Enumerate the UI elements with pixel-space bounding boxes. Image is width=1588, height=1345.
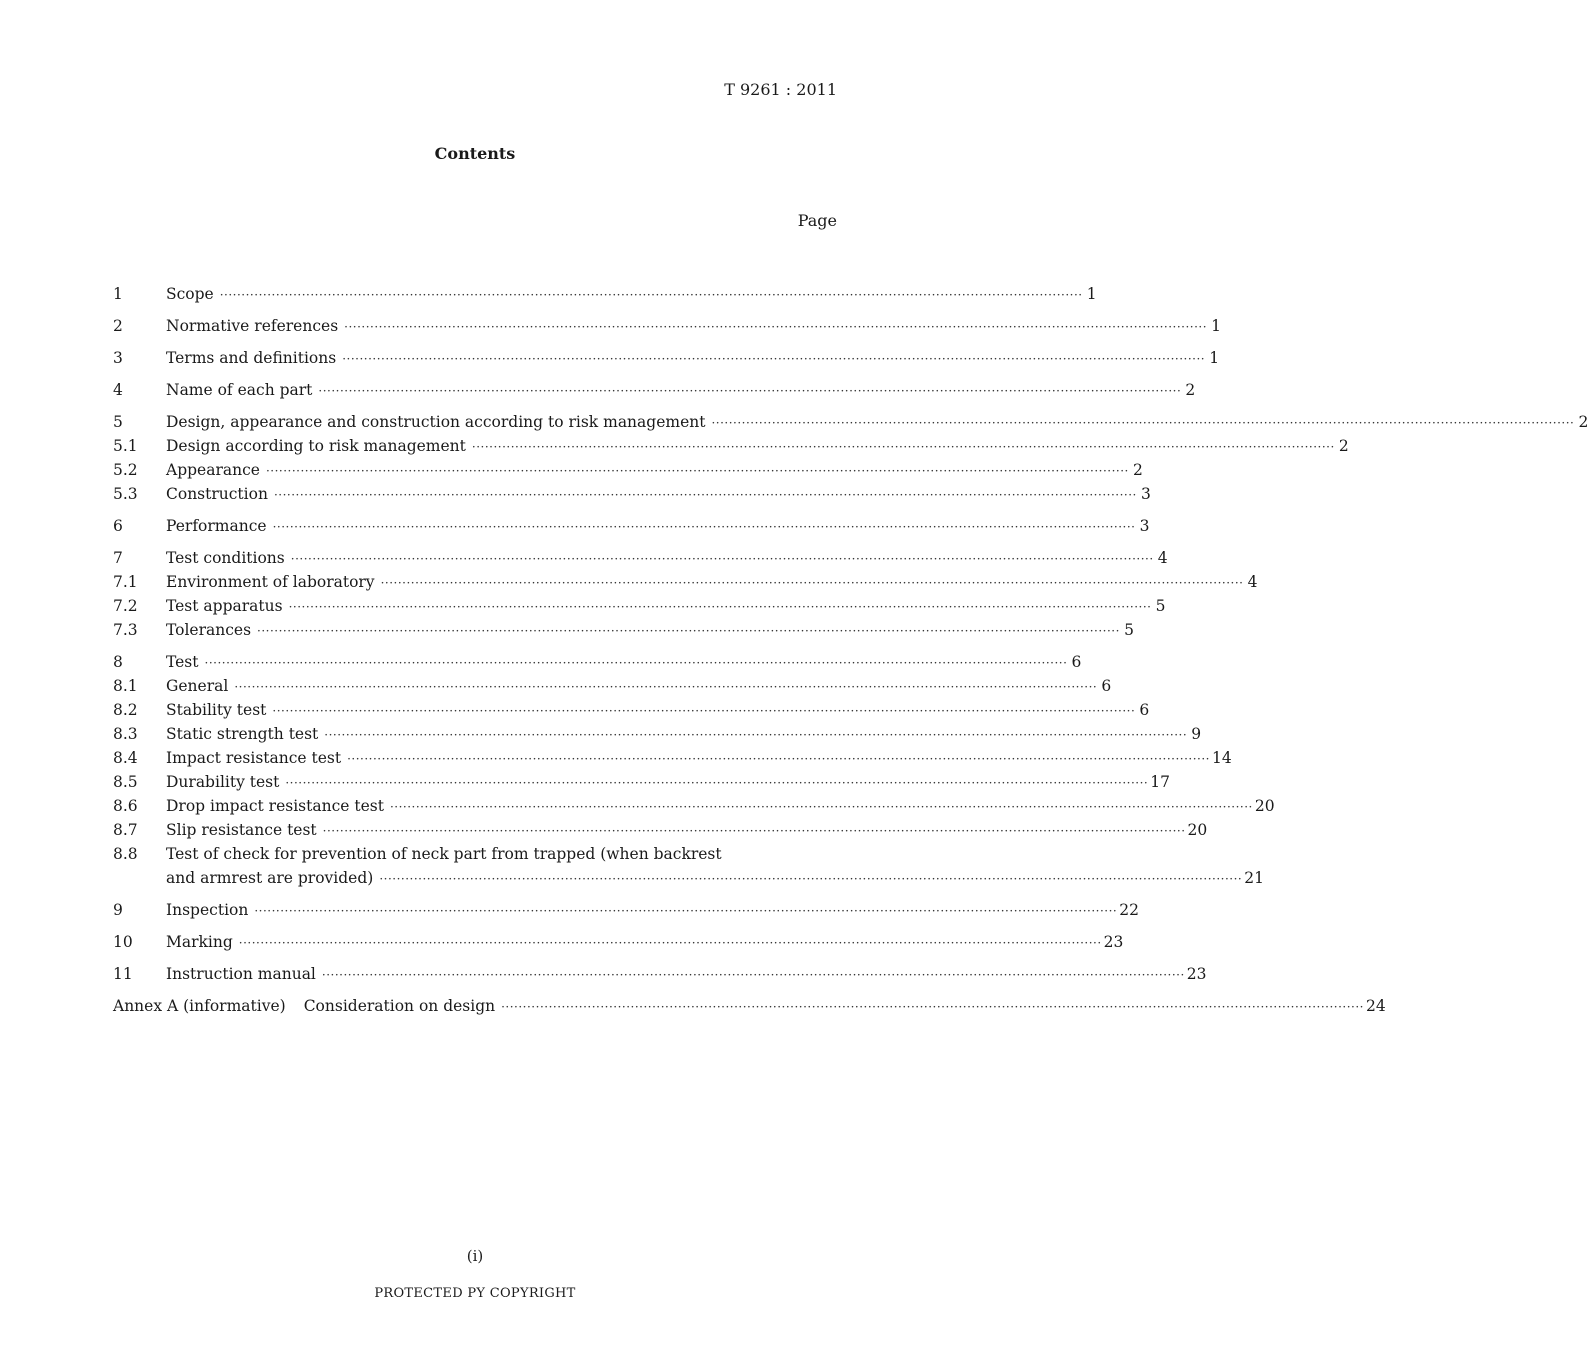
toc-number: 1 (113, 285, 123, 303)
toc-number: 7.3 (113, 621, 138, 639)
toc-title: Instruction manual (166, 965, 316, 983)
toc-page: 3 (1139, 517, 1150, 535)
toc-page: 1 (1211, 317, 1222, 335)
leader-dots: ········································································································································································································ (347, 752, 1210, 766)
toc-title: Name of each part (166, 381, 313, 399)
toc-entry (113, 818, 1208, 842)
toc-number: 7 (113, 549, 123, 567)
toc-entry (113, 722, 1202, 746)
leader-dots: ········································································································································································································ (342, 352, 1206, 366)
toc-entry (113, 570, 1258, 594)
toc-page: 2 (1132, 461, 1143, 479)
toc-number: 5.2 (113, 461, 138, 479)
toc-title: Environment of laboratory (166, 573, 375, 591)
toc-entry (113, 378, 1196, 402)
leader-dots: ········································································································································································································ (265, 464, 1129, 478)
toc-page: 24 (1366, 997, 1386, 1015)
contents-title: Contents (434, 144, 516, 163)
leader-dots: ········································································································································································································ (257, 624, 1120, 638)
leader-dots: ········································································································································································································ (254, 904, 1118, 918)
toc-entry (113, 962, 1207, 986)
toc-title: Test conditions (166, 549, 285, 567)
toc-title: Terms and definitions (166, 349, 337, 367)
leader-dots: ········································································································································································································ (379, 872, 1243, 886)
toc-title-continued: and armrest are provided) (166, 869, 374, 887)
toc-title: Appearance (166, 461, 260, 479)
toc-page: 20 (1254, 797, 1275, 815)
toc-title: General (166, 677, 229, 695)
toc-entry-annex (113, 994, 1386, 1018)
leader-dots: ········································································································································································································ (234, 680, 1098, 694)
toc-number: 5.3 (113, 485, 138, 503)
toc-entry (113, 898, 1139, 922)
toc-number: 8.2 (113, 701, 138, 719)
toc-entry (113, 698, 1150, 722)
toc-title: Impact resistance test (166, 749, 342, 767)
copyright-notice: PROTECTED PY COPYRIGHT (374, 1286, 576, 1301)
toc-page: 6 (1101, 677, 1112, 695)
leader-dots: ········································································································································································································ (219, 288, 1083, 302)
leader-dots: ········································································································································································································ (272, 704, 1136, 718)
toc-page: 2 (1578, 413, 1588, 431)
toc-page: 3 (1140, 485, 1151, 503)
toc-number: 8.5 (113, 773, 138, 791)
toc-number: 5.1 (113, 437, 138, 455)
toc-number: 8.4 (113, 749, 138, 767)
toc-page: 14 (1211, 749, 1232, 767)
toc-page: 4 (1157, 549, 1168, 567)
toc-title: Performance (166, 517, 267, 535)
leader-dots: ········································································································································································································ (204, 656, 1068, 670)
document-id: T 9261 : 2011 (724, 80, 837, 99)
footer-page-number: (i) (466, 1247, 484, 1265)
toc-number: 5 (113, 413, 123, 431)
toc-number: 9 (113, 901, 123, 919)
toc-title: Test apparatus (166, 597, 283, 615)
page-column-label: Page (797, 211, 837, 230)
toc-number: 8.1 (113, 677, 138, 695)
toc-number: 8.8 (113, 845, 138, 863)
toc-entry (113, 514, 1150, 538)
leader-dots: ········································································································································································································ (288, 600, 1152, 614)
toc-entry (113, 674, 1112, 698)
leader-dots: ········································································································································································································ (272, 520, 1136, 534)
toc-page: 9 (1191, 725, 1202, 743)
toc-title: Durability test (166, 773, 280, 791)
toc-title: Normative references (166, 317, 339, 335)
toc-page: 2 (1185, 381, 1196, 399)
leader-dots: ········································································································································································································ (285, 776, 1149, 790)
toc-page: 20 (1187, 821, 1208, 839)
toc-title: Tolerances (166, 621, 252, 639)
toc-title: Design, appearance and construction according to risk management (166, 413, 706, 431)
toc-entry (113, 650, 1082, 674)
toc-page: 6 (1139, 701, 1150, 719)
toc-entry (113, 314, 1222, 338)
toc-page: 6 (1071, 653, 1082, 671)
leader-dots: ········································································································································································································ (238, 936, 1102, 950)
toc-title: Design according to risk management (166, 437, 466, 455)
toc-entry (113, 546, 1168, 570)
toc-entry (113, 410, 1588, 434)
toc-page: 17 (1150, 773, 1170, 791)
toc-page: 1 (1086, 285, 1097, 303)
toc-page: 23 (1186, 965, 1207, 983)
toc-number: 8.3 (113, 725, 138, 743)
leader-dots: ········································································································································································································ (318, 384, 1182, 398)
leader-dots: ········································································································································································································ (324, 728, 1188, 742)
toc-title: Test (166, 653, 199, 671)
toc-title: Marking (166, 933, 233, 951)
leader-dots: ········································································································································································································ (471, 440, 1335, 454)
leader-dots: ········································································································································································································ (322, 824, 1186, 838)
toc-number: 7.1 (113, 573, 138, 591)
leader-dots: ········································································································································································································ (321, 968, 1185, 982)
toc-page: 5 (1155, 597, 1166, 615)
toc-number: 7.2 (113, 597, 138, 615)
toc-page: 5 (1124, 621, 1134, 639)
toc-number: 10 (113, 933, 133, 951)
toc-title: Scope (166, 285, 214, 303)
toc-title: Static strength test (166, 725, 319, 743)
toc-entry (113, 434, 1349, 458)
leader-dots: ········································································································································································································ (273, 488, 1137, 502)
toc-title: Construction (166, 485, 268, 503)
toc-entry (113, 618, 1134, 642)
leader-dots: ········································································································································································································ (389, 800, 1253, 814)
toc-page: 4 (1247, 573, 1258, 591)
toc-entry (113, 842, 818, 866)
toc-number: 6 (113, 517, 123, 535)
toc-title: Test of check for prevention of neck part from trapped (when backrest (166, 845, 722, 863)
leader-dots: ········································································································································································································ (344, 320, 1208, 334)
toc-number: 2 (113, 317, 123, 335)
toc-entry (113, 346, 1220, 370)
toc-title: Stability test (166, 701, 267, 719)
toc-page: 2 (1338, 437, 1349, 455)
toc-page: 1 (1209, 349, 1220, 367)
leader-dots: ········································································································································································································ (290, 552, 1154, 566)
table-of-contents (113, 282, 1588, 1018)
toc-page: 22 (1119, 901, 1139, 919)
toc-number: 8.6 (113, 797, 138, 815)
toc-number: 3 (113, 349, 123, 367)
toc-entry (113, 746, 1232, 770)
toc-entry-continuation (113, 866, 1264, 890)
toc-number: 4 (113, 381, 123, 399)
toc-entry (113, 458, 1143, 482)
toc-number: 8 (113, 653, 123, 671)
toc-entry (113, 594, 1166, 618)
toc-entry (113, 282, 1097, 306)
leader-dots: ········································································································································································································ (380, 576, 1244, 590)
toc-number: Annex A (informative) (113, 997, 286, 1015)
toc-entry (113, 482, 1151, 506)
toc-number: 11 (113, 965, 133, 983)
toc-entry (113, 930, 1124, 954)
toc-page: 23 (1103, 933, 1124, 951)
toc-title: Drop impact resistance test (166, 797, 384, 815)
toc-number: 8.7 (113, 821, 138, 839)
toc-title: Inspection (166, 901, 249, 919)
toc-entry (113, 794, 1275, 818)
toc-title: Consideration on design (303, 997, 496, 1015)
toc-entry (113, 770, 1170, 794)
toc-page: 21 (1244, 869, 1264, 887)
leader-dots: ········································································································································································································ (711, 416, 1575, 430)
leader-dots: ········································································································································································································ (501, 1000, 1364, 1014)
toc-title: Slip resistance test (166, 821, 317, 839)
